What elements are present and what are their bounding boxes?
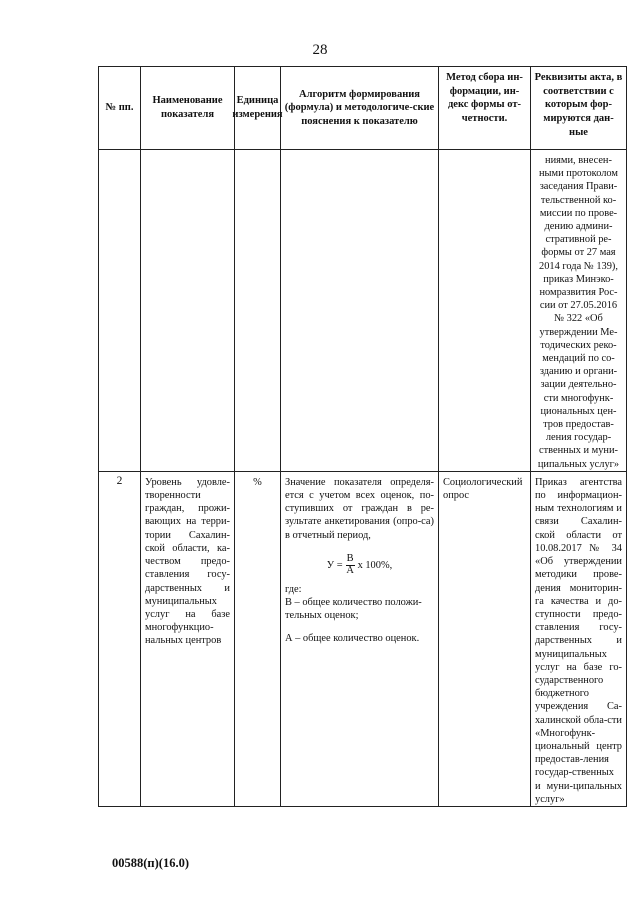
table-row-continuation [99,150,627,472]
cell-empty [281,150,439,472]
header-method: Метод сбора ин-формации, ин-декс формы от-четности. [439,67,531,150]
indicator-name-text: Уровень удовле-творенности граждан, прожи-вающих на терри-тории Сахалин-ской области, ка-чеством предо-ставления госу-дарственных и муниципальных услуг на базе многофункцио-нальных центров [145,476,230,647]
act-continuation-text: ниями, внесен-ными протоколом заседания Прави-тельственной ко-миссии по прове-дению админи-стративной ре-формы от 27 мая 2014 года № 139), приказ Минэко-номразвития Рос-сии от 27.05.2016 № 322 «Об утверждении Ме-тодических реко-мендаций по со-зданию и органи-зации деятельно-сти многофунк-циональных цен-тров предостав-ления государ-ственных и муни-ципальных услуг» [537,155,620,470]
header-unit: Единица измерения [235,67,281,150]
header-act-details: Реквизиты акта, в соответствии с которым фор-мируются дан-ные [531,67,627,150]
algorithm-where: где: [285,583,302,595]
algorithm-intro-text: Значение показателя определя-ется с учетом всех оценок, по-ступивших от граждан в ре-зультате анкетирования (опро-са) в отчетный период, [285,476,434,541]
cell-method [439,471,531,806]
algorithm-b-definition: В – общее количество положи-тельных оценок; [285,596,422,622]
formula [281,554,438,577]
header-indicator-name: Наименование показателя [141,67,235,150]
table-row [99,471,627,806]
row-number: 2 [116,474,123,487]
table-header-row [99,67,627,150]
formula-rhs: x 100%, [357,559,393,571]
cell-number [99,471,141,806]
algorithm-a-definition: А – общее количество оценок. [285,633,420,645]
act-details-text: Приказ агентства по информацион-ным технологиям и связи Сахалин-ской области от 10.08.2017 № 34 «Об утверждении методики прове-дения мониторин-га качества и до-ступности предо-ставления госу-дарственных и муниципальных услуг на базе го-сударственного бюджетного учреждения Са-халинской обла-сти «Многофунк-циональный центр предостав-ления государ-ственных и муни-ципальных услуг» [535,476,622,805]
cell-algorithm [281,471,439,806]
cell-empty [235,150,281,472]
unit-text: % [253,476,262,488]
cell-empty [99,150,141,472]
formula-denominator: А [346,564,354,576]
document-code: 00588(п)(16.0) [112,856,189,870]
formula-lhs: У = [326,559,343,571]
cell-act-details [531,471,627,806]
formula-numerator: В [346,552,354,564]
header-algorithm: Алгоритм формирования (формула) и методологиче-ские пояснения к показателю [281,67,439,150]
cell-unit [235,471,281,806]
indicators-table [98,66,627,807]
page-number: 28 [312,42,328,58]
header-number: № пп. [99,67,141,150]
cell-empty [141,150,235,472]
cell-empty [439,150,531,472]
cell-indicator-name [141,471,235,806]
method-text: Социологический опрос [443,476,523,502]
formula-fraction [346,554,355,577]
cell-act-continuation [531,150,627,472]
